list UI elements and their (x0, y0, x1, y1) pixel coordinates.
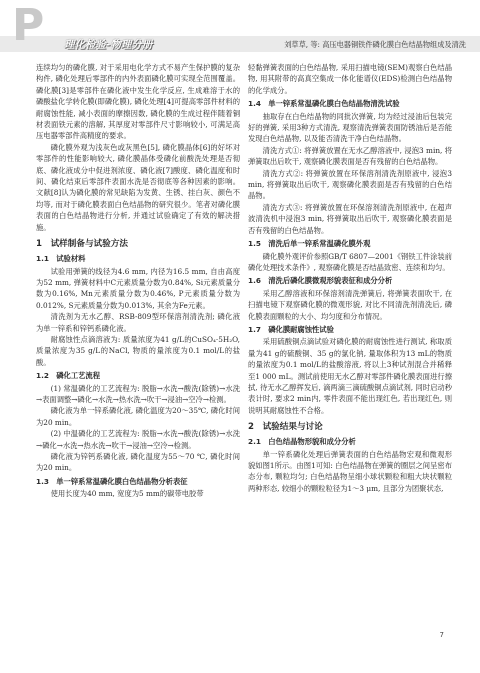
running-title: 刘草草, 等: 高压电器铜铁件磷化膜白色结晶物组成及清洗 (284, 40, 466, 49)
left-column (36, 62, 240, 500)
paragraph: 连续均匀的磷化膜, 对于采用电化学方式不易产生保护膜的复杂构件, 磷化处理后零部件的内外表面磷化膜可实现全范围覆盖。磷化膜[3]是零部件在磷化液中发生化学反应, 生成难溶于水的磷酸盐化学转化膜(即磷化膜), 磷化处理[4]可提高零部件材料的耐腐蚀性能, 减小表面的摩擦因数, 磷化膜的生成过程伴随着铜材表面铁元素的溶解, 其厚度对零部件尺寸影响较小, 可满足高压电器零部件高精度的要求。 (36, 63, 240, 141)
paragraph: 抽取存在白色结晶物的同批次弹簧, 均为经过浸油后包装完好的弹簧, 采用3种方式清洗, 观察清洗弹簧表面防锈油后是否能发现白色结晶物, 以及能否清洗干净白色结晶物。 (248, 111, 452, 144)
paragraph: 磷化膜外观为浅灰色或灰黑色[5], 磷化膜晶体[6]的好坏对零部件的性能影响较大, 磷化膜晶体受磷化前酸洗处理是否彻底、磷化液成分中促进剂浓度、磷化液[7]酸度、磷化温度和时间、磷化结束后零部件表面水洗是否彻底等各种因素的影响。文献[8]认为磷化膜的常见缺陷为发黄、生锈、挂白灰、颜色不均等, 而对于磷化膜表面白色结晶物的研究很少。笔者对磷化膜表面的白色结晶物进行分析, 并通过试验确定了有效的解决措施。 (36, 142, 240, 232)
subsection-heading: 1.3 单一锌系常温磷化膜白色结晶物分析表征 (36, 476, 188, 486)
subsection-heading: 1.4 单一锌系常温磷化膜白色结晶物清洗试验 (248, 99, 400, 109)
journal-logo-text: 理化检验-物理分册 (64, 39, 153, 51)
paragraph: 磷化液为锌钙系磷化液, 磷化温度为55～70 ℃, 磷化时间为20 min。 (36, 452, 240, 473)
paragraph: 清洗方式③: 将弹簧放置在环保溶剂清洗剂原液中, 在超声波清洗机中浸泡3 min, 将弹簧取出后吹干, 观察磷化膜表面是否有残留的白色结晶物。 (248, 202, 452, 235)
paragraph: (1) 常温磷化的工艺流程为: 脱脂→水洗→酸洗(除锈)→水洗→表面调整→磷化→水洗→热水洗→吹干→浸油→空冷→检测。 (36, 383, 240, 404)
paragraph: 轻黏弹簧表面的白色结晶物, 采用扫描电镜(SEM)观察白色结晶物, 用其附带的高真空集成一体化能谱仪(EDS)检测白色结晶物的化学成分。 (248, 63, 452, 95)
paragraph: (2) 中温磷化的工艺流程为: 脱脂→水洗→酸洗(除锈)→水洗→磷化→水洗→热水洗→吹干→浸油→空冷→检测。 (36, 429, 240, 450)
page-number: 7 (439, 631, 444, 639)
journal-logo-letter: P (12, 0, 45, 51)
section-heading: 2 试验结果与讨论 (248, 422, 323, 433)
subsection-heading: 1.5 清洗后单一锌系常温磷化膜外观 (248, 239, 371, 249)
paragraph: 清洗方式②: 将弹簧放置在环保溶剂清洗剂原液中, 浸泡3 min, 将弹簧取出后吹干, 观察磷化膜表面是否有残留的白色结晶物。 (248, 168, 452, 201)
subsection-heading: 1.2 磷化工艺流程 (36, 371, 101, 381)
paragraph: 清洗剂为无水乙醇、RSB-809型环保溶剂清洗剂; 磷化液为单一锌系和锌钙系磷化液。 (36, 312, 240, 333)
paragraph: 使用长度为40 mm, 宽度为5 mm的碳带电胶带 (50, 489, 204, 499)
paragraph: 磷化膜外观评价参照GB/T 6807—2001《钢铁工件涂装前磷化处理技术条件》, 观察磷化膜是否结晶致密、连续和均匀。 (248, 251, 452, 272)
right-column (248, 62, 452, 494)
paragraph: 采用硫酸铜点滴试验对磷化膜的耐腐蚀性进行测试, 称取质量为41 g的硫酸铜、35 g的氯化钠, 量取体积为13 mL的物质的量浓度为0.1 mol/L的盐酸溶液, 将以上3种试剂混合并稀释至1 000 mL。测试前使用无水乙醇对零部件磷化膜表面进行擦拭, 待无水乙醇挥发后, 滴两滴三滴硫酸铜点滴试剂, 同时启动秒表计时, 要求2 min内, 零件表面不能出现红色, 若出现红色, 则说明其耐腐蚀性不合格。 (248, 337, 452, 415)
section-heading: 1 试样制备与试验方法 (36, 239, 128, 250)
paragraph: 采用乙醇溶液和环保溶剂清洗弹簧后, 将弹簧表面吹干, 在扫描电镜下观察磷化膜的微观形貌, 对比不同清洗剂清洗后, 磷化膜表面颗粒的大小、均匀度和分布情况。 (248, 288, 452, 321)
paragraph: 耐腐蚀性点滴溶液为: 质量浓度为41 g/L的CuSO₄·5H₂O, 质量浓度为35 g/L的NaCl, 物质的量浓度为0.1 mol/L的盐酸。 (36, 334, 240, 367)
page-header (0, 0, 480, 52)
subsection-heading: 2.1 白色结晶物形貌和成分分析 (248, 437, 356, 447)
subsection-heading: 1.6 清洗后磷化膜微观形貌表征和成分分析 (248, 276, 393, 286)
subsection-heading: 1.1 试验材料 (36, 254, 86, 264)
paragraph: 磷化液为单一锌系磷化液, 磷化温度为20～35℃, 磷化时间为20 min。 (36, 406, 240, 427)
paragraph: 清洗方式①: 将弹簧放置在无水乙醇溶液中, 浸泡3 min, 将弹簧取出后吹干, 观察磷化膜表面是否有残留的白色结晶物。 (248, 145, 452, 167)
paragraph: 单一锌系磷化处理后弹簧表面的白色结晶物宏观和微观形貌如图1所示。由图1可知: 白色结晶物在弹簧的圈层之间呈密布态分布, 颗粒均匀; 白色结晶物呈细小球状颗粒和粗大块状颗粒两种形态, 较细小的颗粒粒径为1～3 μm, 且部分为团聚状态, (248, 449, 452, 493)
subsection-heading: 1.7 磷化膜耐腐蚀性试验 (248, 324, 334, 334)
paragraph: 试验用弹簧的线径为4.6 mm, 内径为16.5 mm, 自由高度为52 mm, 弹簧材料中C元素质量分数为0.84%, Si元素质量分数为0.16%, Mn元素质量分数为0.46%, P元素质量分数为0.012%, S元素质量分数为0.013%, 其余为Fe元素。 (36, 266, 240, 310)
